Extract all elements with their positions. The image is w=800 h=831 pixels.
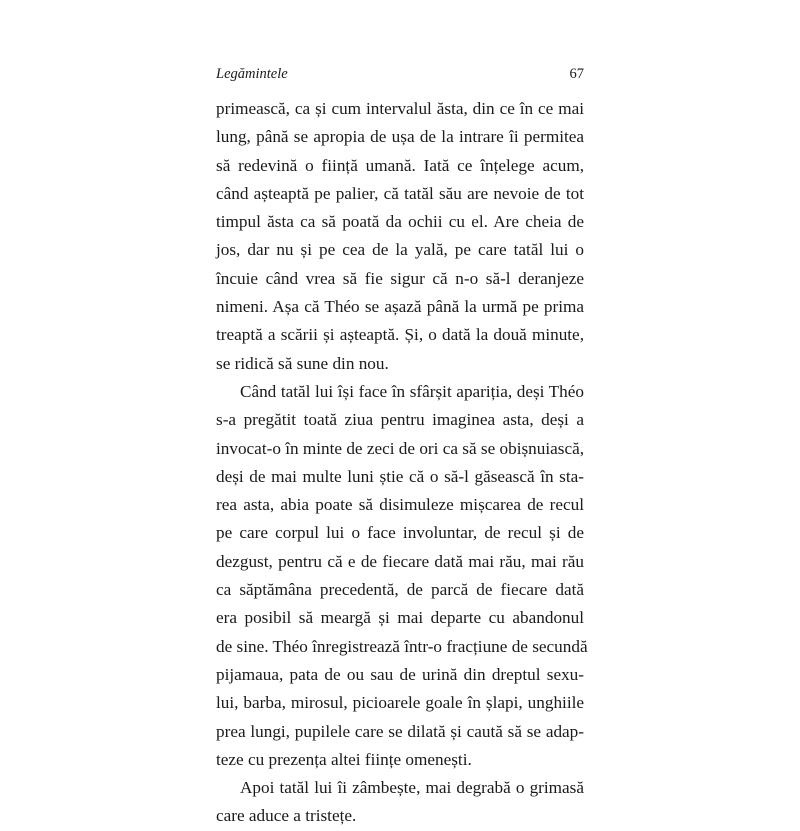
paragraph-line: jos, dar nu și pe cea de la yală, pe care tatăl lui o	[216, 240, 584, 260]
paragraph-line: invocat-o în minte de zeci de ori ca să se obișnuiască,	[216, 438, 584, 458]
paragraph-line: pijamaua, pata de ou sau de urină din dreptul sexu-	[216, 664, 584, 684]
paragraph-line: lung, până se apropia de ușa de la intrare îi permitea	[216, 127, 584, 147]
paragraph-line: teze cu prezența altei ființe omenești.	[216, 749, 472, 769]
paragraph-line: nimeni. Așa că Théo se așază până la urmă pe prima	[216, 297, 584, 317]
paragraph-line: se ridică să sune din nou.	[216, 353, 389, 373]
paragraph-line: ca săptămâna precedentă, de parcă de fiecare dată	[216, 580, 584, 600]
paragraph-line: timpul ăsta ca să poată da ochii cu el. Are cheia de	[216, 212, 584, 232]
paragraph-line: dezgust, pentru că e de fiecare dată mai rău, mai rău	[216, 551, 584, 571]
paragraph-line: când așteaptă pe palier, că tatăl său are nevoie de tot	[216, 183, 584, 203]
paragraph-line: să redevină o ființă umană. Iată ce înțelege acum,	[216, 155, 584, 175]
paragraph-line: pe care corpul lui o face involuntar, de recul și de	[216, 523, 584, 543]
paragraph-line: de sine. Théo înregistrează într-o fracțiune de secundă	[216, 636, 588, 656]
body-text	[216, 95, 588, 831]
paragraph-line: primească, ca și cum intervalul ăsta, din ce în ce mai	[216, 99, 584, 118]
paragraph-line: Apoi tatăl lui îi zâmbește, mai degrabă o grimasă	[240, 778, 584, 798]
paragraph-line: lui, barba, mirosul, picioarele goale în șlapi, unghiile	[216, 693, 584, 713]
paragraph-line: încuie când vrea să fie sigur că n-o să-l deranjeze	[216, 268, 584, 288]
page-number: 67	[569, 66, 584, 82]
paragraph-line: rea asta, abia poate să disimuleze mișcarea de recul	[216, 495, 584, 515]
paragraph-line: care aduce a tristețe.	[216, 806, 357, 826]
paragraph-line: prea lungi, pupilele care se dilată și caută să se adap-	[216, 721, 584, 741]
paragraph-line: deși de mai multe luni știe că o să-l găsească în sta-	[216, 466, 584, 486]
paragraph-line: treaptă a scării și așteaptă. Și, o dată la două minute,	[216, 325, 584, 345]
paragraph-line: s-a pregătit toată ziua pentru imaginea asta, deși a	[216, 410, 584, 430]
paragraph-line: era posibil să meargă și mai departe cu abandonul	[216, 608, 584, 628]
paragraph-line: Când tatăl lui își face în sfârșit apariția, deși Théo	[240, 381, 584, 401]
running-title: Legămintele	[216, 66, 288, 82]
running-head	[216, 66, 584, 86]
